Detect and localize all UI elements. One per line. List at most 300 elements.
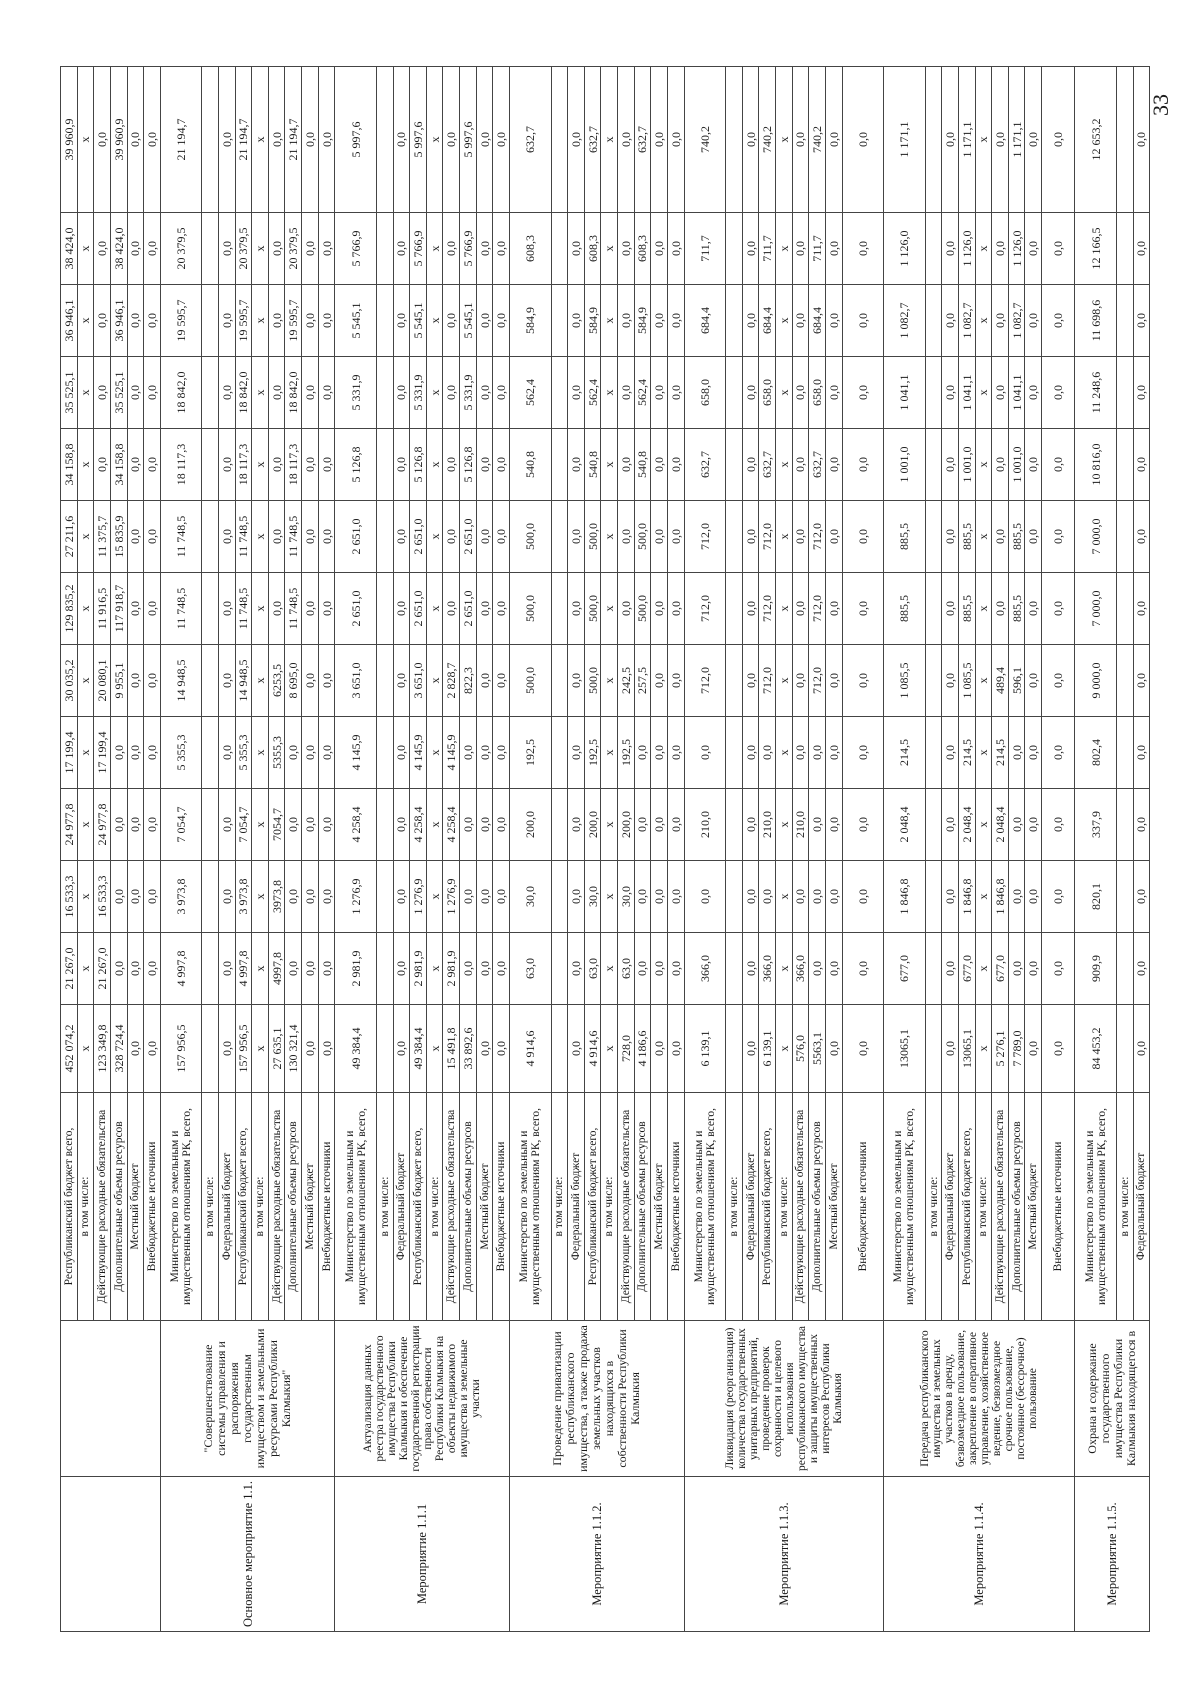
amount-cell: 84 453,2 xyxy=(1075,1005,1117,1093)
amount-cell: 0,0 xyxy=(568,933,585,1005)
amount-cell: 5 276,1 xyxy=(992,1005,1009,1093)
amount-cell: 712,0 xyxy=(759,645,776,717)
amount-cell: 0,0 xyxy=(285,861,302,933)
amount-cell xyxy=(551,213,568,285)
amount-cell: 584,9 xyxy=(634,285,651,357)
amount-cell: 1 041,1 xyxy=(958,357,975,429)
amount-cell: 500,0 xyxy=(634,573,651,645)
amount-cell: 0,0 xyxy=(942,861,959,933)
amount-cell: 5 545,1 xyxy=(460,285,477,357)
funding-source: Внебюджетные источники xyxy=(493,1093,510,1321)
amount-cell: 5355,3 xyxy=(268,717,285,789)
amount-cell: 0,0 xyxy=(568,285,585,357)
amount-cell: 500,0 xyxy=(634,501,651,573)
amount-cell xyxy=(726,285,743,357)
amount-cell: 18 117,3 xyxy=(235,429,252,501)
amount-cell: 0,0 xyxy=(568,213,585,285)
amount-cell xyxy=(925,1005,942,1093)
amount-cell: 0,0 xyxy=(393,429,410,501)
amount-cell: 0,0 xyxy=(1025,429,1042,501)
amount-cell: x xyxy=(426,213,443,285)
amount-cell: 33 892,6 xyxy=(460,1005,477,1093)
amount-cell: 5 331,9 xyxy=(335,357,377,429)
funding-source: Министерство по земельным и имущественным отношениям РК, всего, xyxy=(509,1093,551,1321)
amount-cell: 0,0 xyxy=(493,789,510,861)
table-row xyxy=(1075,67,1117,1632)
measure-description: "Совершенствование системы управления и распоряжения государственным имуществом и земельными ресурсами Республики Калмыкия" xyxy=(160,1321,335,1477)
amount-cell: 11 748,5 xyxy=(285,573,302,645)
amount-cell xyxy=(551,1005,568,1093)
amount-cell: 740,2 xyxy=(759,67,776,213)
amount-cell: 0,0 xyxy=(942,501,959,573)
amount-cell: 0,0 xyxy=(942,789,959,861)
amount-cell: 6 139,1 xyxy=(684,1005,726,1093)
amount-cell xyxy=(376,501,393,573)
funding-source: Федеральный бюджет xyxy=(1133,1093,1150,1321)
amount-cell: 0,0 xyxy=(393,285,410,357)
amount-cell: 0,0 xyxy=(318,501,335,573)
amount-cell: 0,0 xyxy=(942,357,959,429)
amount-cell: 820,1 xyxy=(1075,861,1117,933)
amount-cell: 0,0 xyxy=(1133,933,1150,1005)
funding-source: Республиканский бюджет всего, xyxy=(235,1093,252,1321)
amount-cell xyxy=(726,67,743,213)
amount-cell: 0,0 xyxy=(493,357,510,429)
amount-cell: 0,0 xyxy=(742,429,759,501)
amount-cell: 0,0 xyxy=(651,789,668,861)
amount-cell: 0,0 xyxy=(1042,717,1075,789)
amount-cell: x xyxy=(77,67,94,213)
amount-cell: 885,5 xyxy=(1008,501,1025,573)
amount-cell: 0,0 xyxy=(318,285,335,357)
amount-cell: 885,5 xyxy=(1008,573,1025,645)
amount-cell: 1 276,9 xyxy=(443,861,460,933)
amount-cell: 0,0 xyxy=(268,213,285,285)
amount-cell: 3973,8 xyxy=(268,861,285,933)
amount-cell xyxy=(202,501,219,573)
amount-cell: x xyxy=(975,429,992,501)
amount-cell: 3 651,0 xyxy=(335,645,377,717)
amount-cell: 214,5 xyxy=(958,717,975,789)
amount-cell: 30 035,2 xyxy=(61,645,78,717)
amount-cell: 0,0 xyxy=(759,861,776,933)
amount-cell: 0,0 xyxy=(568,645,585,717)
amount-cell: 0,0 xyxy=(144,357,161,429)
amount-cell: 0,0 xyxy=(618,501,635,573)
amount-cell xyxy=(1116,213,1133,285)
amount-cell: 740,2 xyxy=(809,67,826,213)
amount-cell: 0,0 xyxy=(1133,861,1150,933)
amount-cell: 677,0 xyxy=(958,933,975,1005)
amount-cell xyxy=(726,933,743,1005)
amount-cell: x xyxy=(77,357,94,429)
amount-cell: 5 545,1 xyxy=(410,285,427,357)
amount-cell xyxy=(925,357,942,429)
amount-cell: 0,0 xyxy=(942,933,959,1005)
amount-cell: 19 595,7 xyxy=(285,285,302,357)
amount-cell: x xyxy=(77,717,94,789)
funding-source: Местный бюджет xyxy=(476,1093,493,1321)
amount-cell xyxy=(551,429,568,501)
amount-cell: 0,0 xyxy=(476,357,493,429)
amount-cell: 0,0 xyxy=(742,645,759,717)
amount-cell: 4 258,4 xyxy=(410,789,427,861)
amount-cell: 0,0 xyxy=(127,789,144,861)
amount-cell: 192,5 xyxy=(618,717,635,789)
amount-cell: 5 997,6 xyxy=(335,67,377,213)
amount-cell: 5 126,8 xyxy=(335,429,377,501)
amount-cell: 0,0 xyxy=(684,861,726,933)
amount-cell: 2 981,9 xyxy=(443,933,460,1005)
amount-cell: 7 000,0 xyxy=(1075,573,1117,645)
amount-cell: 576,0 xyxy=(792,1005,809,1093)
amount-cell: 0,0 xyxy=(302,429,319,501)
amount-cell: 0,0 xyxy=(809,861,826,933)
amount-cell: 0,0 xyxy=(1042,645,1075,717)
page-number: 33 xyxy=(1148,94,1173,116)
amount-cell: 0,0 xyxy=(792,429,809,501)
amount-cell: 0,0 xyxy=(110,717,127,789)
amount-cell: 5563,1 xyxy=(809,1005,826,1093)
amount-cell: x xyxy=(426,645,443,717)
amount-cell: x xyxy=(975,717,992,789)
amount-cell: 0,0 xyxy=(443,429,460,501)
amount-cell: x xyxy=(426,933,443,1005)
amount-cell: 540,8 xyxy=(584,429,601,501)
amount-cell: 11 748,5 xyxy=(235,501,252,573)
amount-cell: 0,0 xyxy=(443,213,460,285)
amount-cell xyxy=(376,285,393,357)
amount-cell: 18 117,3 xyxy=(160,429,202,501)
amount-cell: 1 041,1 xyxy=(1008,357,1025,429)
amount-cell: 0,0 xyxy=(667,861,684,933)
amount-cell: 0,0 xyxy=(792,67,809,213)
amount-cell: 0,0 xyxy=(825,645,842,717)
amount-cell: 0,0 xyxy=(792,573,809,645)
funding-source: Местный бюджет xyxy=(127,1093,144,1321)
amount-cell: 30,0 xyxy=(584,861,601,933)
amount-cell: 0,0 xyxy=(493,1005,510,1093)
amount-cell: 0,0 xyxy=(268,429,285,501)
amount-cell: x xyxy=(975,789,992,861)
amount-cell: 0,0 xyxy=(942,573,959,645)
measure-description: Охрана и содержание государственного имущества Республики Калмыкия находящегося в xyxy=(1075,1321,1150,1477)
amount-cell: 0,0 xyxy=(842,789,884,861)
amount-cell: x xyxy=(426,1005,443,1093)
amount-cell: 0,0 xyxy=(825,67,842,213)
amount-cell: 129 835,2 xyxy=(61,573,78,645)
amount-cell xyxy=(202,1005,219,1093)
amount-cell: 0,0 xyxy=(618,285,635,357)
amount-cell: 0,0 xyxy=(460,861,477,933)
amount-cell xyxy=(925,429,942,501)
amount-cell: x xyxy=(975,1005,992,1093)
amount-cell: 0,0 xyxy=(651,1005,668,1093)
amount-cell: 711,7 xyxy=(809,213,826,285)
amount-cell: 0,0 xyxy=(393,67,410,213)
amount-cell: 0,0 xyxy=(493,67,510,213)
amount-cell: x xyxy=(776,213,793,285)
amount-cell: 822,3 xyxy=(460,645,477,717)
amount-cell xyxy=(925,285,942,357)
amount-cell: 157 956,5 xyxy=(235,1005,252,1093)
amount-cell xyxy=(551,357,568,429)
amount-cell: 0,0 xyxy=(493,933,510,1005)
amount-cell: 0,0 xyxy=(493,285,510,357)
budget-table-rotated xyxy=(60,67,1150,1632)
funding-source: Действующие расходные обязательства xyxy=(618,1093,635,1321)
amount-cell: 596,1 xyxy=(1008,645,1025,717)
amount-cell: 712,0 xyxy=(759,501,776,573)
amount-cell: 0,0 xyxy=(443,67,460,213)
amount-cell: 0,0 xyxy=(302,67,319,213)
funding-source: в том числе: xyxy=(252,1093,269,1321)
funding-source: в том числе: xyxy=(77,1093,94,1321)
amount-cell: 0,0 xyxy=(568,573,585,645)
amount-cell xyxy=(925,717,942,789)
funding-source: Внебюджетные источники xyxy=(318,1093,335,1321)
amount-cell: 658,0 xyxy=(759,357,776,429)
amount-cell: 1 001,0 xyxy=(958,429,975,501)
amount-cell xyxy=(726,717,743,789)
amount-cell: 210,0 xyxy=(759,789,776,861)
amount-cell: 0,0 xyxy=(318,573,335,645)
amount-cell: 123 349,8 xyxy=(94,1005,111,1093)
amount-cell: 584,9 xyxy=(509,285,551,357)
amount-cell: 5 766,9 xyxy=(335,213,377,285)
amount-cell: 16 533,3 xyxy=(94,861,111,933)
amount-cell: 0,0 xyxy=(1025,717,1042,789)
amount-cell: 0,0 xyxy=(393,789,410,861)
amount-cell: 500,0 xyxy=(584,573,601,645)
amount-cell: 0,0 xyxy=(460,933,477,1005)
amount-cell: 608,3 xyxy=(584,213,601,285)
amount-cell: 0,0 xyxy=(1042,357,1075,429)
amount-cell: 0,0 xyxy=(1008,861,1025,933)
amount-cell: 0,0 xyxy=(618,213,635,285)
amount-cell: 0,0 xyxy=(792,717,809,789)
measure-name: Мероприятие 1.1.1 xyxy=(335,1477,510,1632)
amount-cell: 562,4 xyxy=(509,357,551,429)
amount-cell: 0,0 xyxy=(476,1005,493,1093)
funding-source: Действующие расходные обязательства xyxy=(443,1093,460,1321)
amount-cell: 0,0 xyxy=(825,933,842,1005)
measure-description xyxy=(61,1321,161,1477)
amount-cell: 20 379,5 xyxy=(160,213,202,285)
amount-cell: 0,0 xyxy=(942,213,959,285)
amount-cell: 21 194,7 xyxy=(285,67,302,213)
amount-cell: 2 651,0 xyxy=(335,573,377,645)
amount-cell xyxy=(726,861,743,933)
amount-cell xyxy=(1116,573,1133,645)
amount-cell: 0,0 xyxy=(667,357,684,429)
amount-cell: 5 355,3 xyxy=(235,717,252,789)
amount-cell: 632,7 xyxy=(759,429,776,501)
amount-cell: 0,0 xyxy=(302,789,319,861)
amount-cell: 18 842,0 xyxy=(285,357,302,429)
amount-cell: 0,0 xyxy=(218,861,235,933)
amount-cell: 0,0 xyxy=(651,573,668,645)
amount-cell xyxy=(376,861,393,933)
amount-cell: 0,0 xyxy=(1025,1005,1042,1093)
amount-cell xyxy=(925,573,942,645)
amount-cell: 0,0 xyxy=(393,1005,410,1093)
amount-cell: x xyxy=(975,933,992,1005)
amount-cell: 0,0 xyxy=(218,1005,235,1093)
amount-cell: 49 384,4 xyxy=(335,1005,377,1093)
amount-cell: 38 424,0 xyxy=(110,213,127,285)
amount-cell: 1 846,8 xyxy=(884,861,926,933)
amount-cell: 0,0 xyxy=(825,501,842,573)
amount-cell: 608,3 xyxy=(634,213,651,285)
amount-cell: 0,0 xyxy=(268,357,285,429)
amount-cell xyxy=(551,501,568,573)
amount-cell: 0,0 xyxy=(127,861,144,933)
amount-cell: 27 211,6 xyxy=(61,501,78,573)
amount-cell: 0,0 xyxy=(1133,1005,1150,1093)
amount-cell: 684,4 xyxy=(759,285,776,357)
amount-cell: 0,0 xyxy=(127,213,144,285)
amount-cell: 0,0 xyxy=(218,285,235,357)
amount-cell: x xyxy=(601,67,618,213)
amount-cell: 30,0 xyxy=(509,861,551,933)
measure-name: Мероприятие 1.1.5. xyxy=(1075,1477,1150,1632)
amount-cell: 712,0 xyxy=(809,645,826,717)
amount-cell: 0,0 xyxy=(218,213,235,285)
amount-cell xyxy=(726,789,743,861)
table-row xyxy=(335,67,377,1632)
amount-cell: x xyxy=(252,501,269,573)
amount-cell: 0,0 xyxy=(942,717,959,789)
amount-cell: 452 074,2 xyxy=(61,1005,78,1093)
measure-description: Проведение приватизации республиканского имущества, а также продажа земельных участков находящихся в собственности Республики Калмыкия xyxy=(509,1321,684,1477)
amount-cell: 0,0 xyxy=(493,717,510,789)
amount-cell xyxy=(726,573,743,645)
funding-source: Местный бюджет xyxy=(651,1093,668,1321)
amount-cell: 0,0 xyxy=(493,429,510,501)
amount-cell: 2 651,0 xyxy=(410,501,427,573)
funding-source: Республиканский бюджет всего, xyxy=(759,1093,776,1321)
amount-cell: 0,0 xyxy=(825,213,842,285)
amount-cell xyxy=(1116,645,1133,717)
amount-cell xyxy=(726,429,743,501)
amount-cell: 0,0 xyxy=(618,573,635,645)
amount-cell xyxy=(376,645,393,717)
amount-cell: 15 491,8 xyxy=(443,1005,460,1093)
amount-cell: 712,0 xyxy=(684,573,726,645)
amount-cell: 0,0 xyxy=(825,861,842,933)
amount-cell: 0,0 xyxy=(318,933,335,1005)
amount-cell: 712,0 xyxy=(809,573,826,645)
amount-cell xyxy=(925,67,942,213)
amount-cell: x xyxy=(426,285,443,357)
amount-cell xyxy=(1116,285,1133,357)
amount-cell: 18 842,0 xyxy=(235,357,252,429)
amount-cell: 0,0 xyxy=(667,573,684,645)
amount-cell: 0,0 xyxy=(1025,357,1042,429)
amount-cell xyxy=(202,573,219,645)
funding-source: Действующие расходные обязательства xyxy=(792,1093,809,1321)
amount-cell: 0,0 xyxy=(1042,285,1075,357)
amount-cell: 20 379,5 xyxy=(285,213,302,285)
amount-cell: x xyxy=(252,645,269,717)
amount-cell: 632,7 xyxy=(684,429,726,501)
amount-cell: x xyxy=(776,429,793,501)
amount-cell: 0,0 xyxy=(302,285,319,357)
amount-cell: 0,0 xyxy=(1025,501,1042,573)
amount-cell: 0,0 xyxy=(318,429,335,501)
amount-cell: 540,8 xyxy=(509,429,551,501)
amount-cell: 0,0 xyxy=(825,1005,842,1093)
amount-cell: x xyxy=(975,285,992,357)
amount-cell: 0,0 xyxy=(318,717,335,789)
amount-cell: 0,0 xyxy=(443,573,460,645)
amount-cell: 0,0 xyxy=(651,717,668,789)
amount-cell: 0,0 xyxy=(1042,573,1075,645)
funding-source: Внебюджетные источники xyxy=(667,1093,684,1321)
amount-cell: 0,0 xyxy=(144,861,161,933)
amount-cell: 11 748,5 xyxy=(160,573,202,645)
amount-cell: 0,0 xyxy=(127,429,144,501)
funding-source: Федеральный бюджет xyxy=(568,1093,585,1321)
amount-cell: 63,0 xyxy=(584,933,601,1005)
amount-cell: 584,9 xyxy=(584,285,601,357)
amount-cell: 0,0 xyxy=(1133,645,1150,717)
amount-cell: 2 048,4 xyxy=(884,789,926,861)
amount-cell xyxy=(925,501,942,573)
amount-cell xyxy=(202,285,219,357)
funding-source: Дополнительные объемы ресурсов xyxy=(285,1093,302,1321)
amount-cell: 0,0 xyxy=(393,861,410,933)
amount-cell: 0,0 xyxy=(144,717,161,789)
amount-cell: x xyxy=(252,717,269,789)
amount-cell xyxy=(202,429,219,501)
amount-cell: 0,0 xyxy=(218,789,235,861)
amount-cell: 0,0 xyxy=(667,501,684,573)
amount-cell: 632,7 xyxy=(584,67,601,213)
amount-cell: 712,0 xyxy=(684,645,726,717)
amount-cell: 4 914,6 xyxy=(509,1005,551,1093)
amount-cell: 0,0 xyxy=(268,573,285,645)
amount-cell: 0,0 xyxy=(742,285,759,357)
amount-cell: 130 321,4 xyxy=(285,1005,302,1093)
amount-cell: 11 248,6 xyxy=(1075,357,1117,429)
amount-cell: 0,0 xyxy=(1025,645,1042,717)
amount-cell: x xyxy=(77,501,94,573)
amount-cell xyxy=(925,933,942,1005)
funding-source: Федеральный бюджет xyxy=(942,1093,959,1321)
amount-cell: 210,0 xyxy=(792,789,809,861)
amount-cell: 0,0 xyxy=(144,645,161,717)
amount-cell: 2 048,4 xyxy=(958,789,975,861)
amount-cell: 0,0 xyxy=(792,357,809,429)
amount-cell: 7 789,0 xyxy=(1008,1005,1025,1093)
amount-cell: 0,0 xyxy=(1025,933,1042,1005)
amount-cell: x xyxy=(426,429,443,501)
amount-cell: x xyxy=(252,285,269,357)
amount-cell: 0,0 xyxy=(942,1005,959,1093)
amount-cell: x xyxy=(252,789,269,861)
amount-cell: 17 199,4 xyxy=(61,717,78,789)
amount-cell xyxy=(551,717,568,789)
amount-cell: 1 041,1 xyxy=(884,357,926,429)
amount-cell: 728,0 xyxy=(618,1005,635,1093)
amount-cell: 200,0 xyxy=(618,789,635,861)
amount-cell: x xyxy=(975,67,992,213)
amount-cell: 500,0 xyxy=(584,645,601,717)
amount-cell: 2 651,0 xyxy=(460,501,477,573)
amount-cell: 0,0 xyxy=(1042,213,1075,285)
